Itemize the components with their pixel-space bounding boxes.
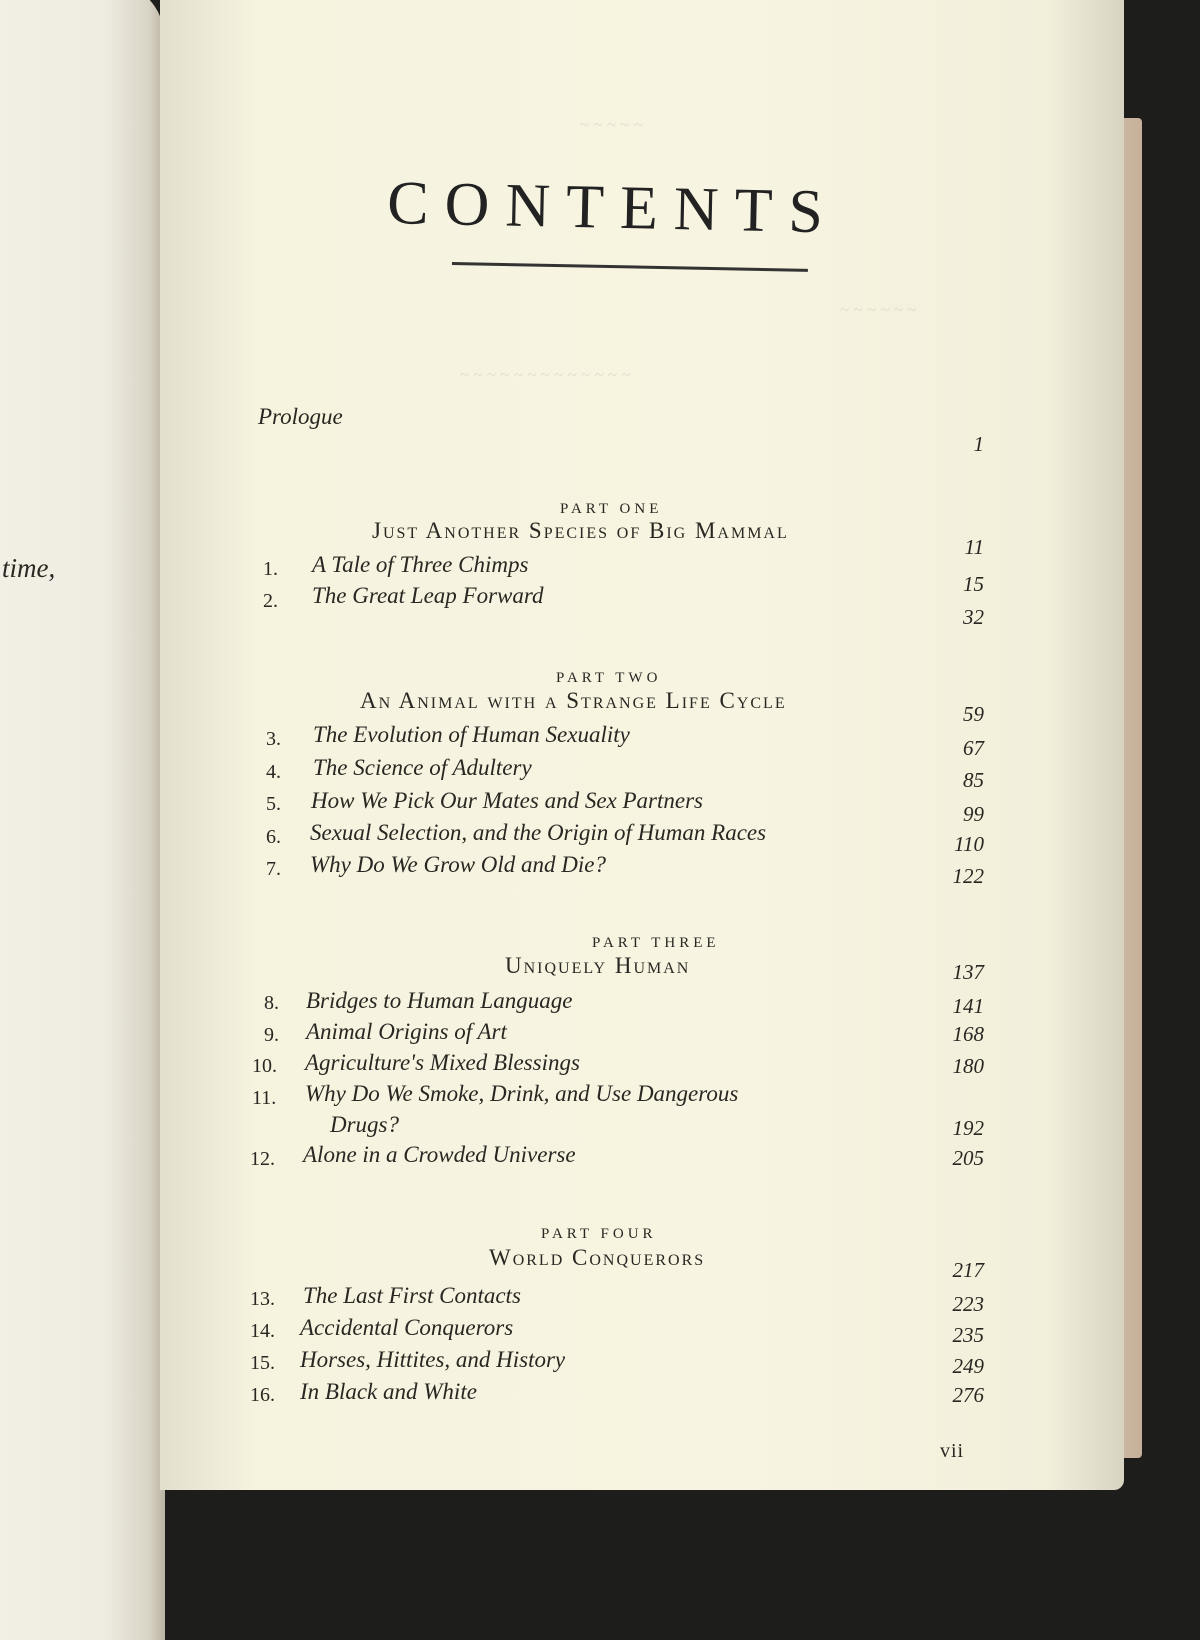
chapter-11-number: 11. xyxy=(252,1087,277,1109)
chapter-11-page: 192 xyxy=(952,1116,984,1140)
chapter-1-page: 15 xyxy=(963,572,984,596)
chapter-2-number: 2. xyxy=(263,590,278,612)
chapter-9-page: 168 xyxy=(952,1022,984,1046)
chapter-11-title[interactable]: Why Do We Smoke, Drink, and Use Dangerous xyxy=(305,1081,739,1106)
chapter-6-page: 110 xyxy=(954,832,984,856)
part-one-title[interactable]: Just Another Species of Big Mammal xyxy=(372,518,789,543)
chapter-7-page: 122 xyxy=(952,864,984,888)
chapter-16-page: 276 xyxy=(952,1383,984,1407)
chapter-12-page: 205 xyxy=(952,1146,984,1170)
chapter-11-title-continued[interactable]: Drugs? xyxy=(330,1112,400,1137)
part-two-label: PART TWO xyxy=(556,670,662,686)
chapter-15-title[interactable]: Horses, Hittites, and History xyxy=(300,1347,566,1372)
chapter-12-title[interactable]: Alone in a Crowded Universe xyxy=(303,1142,576,1167)
chapter-12-number: 12. xyxy=(250,1148,275,1170)
part-four-label: PART FOUR xyxy=(541,1226,657,1242)
chapter-2-title[interactable]: The Great Leap Forward xyxy=(312,583,544,608)
chapter-6-number: 6. xyxy=(266,826,281,848)
prologue-page: 1 xyxy=(973,432,984,456)
chapter-14-title[interactable]: Accidental Conquerors xyxy=(300,1315,514,1340)
part-two-title[interactable]: An Animal with a Strange Life Cycle xyxy=(360,688,787,713)
chapter-14-number: 14. xyxy=(250,1320,275,1342)
show-through-text: ~ ~ ~ ~ ~ ~ xyxy=(840,300,917,319)
chapter-7-title[interactable]: Why Do We Grow Old and Die? xyxy=(310,852,606,877)
chapter-1-title[interactable]: A Tale of Three Chimps xyxy=(312,552,529,577)
chapter-13-number: 13. xyxy=(250,1288,275,1310)
chapter-10-number: 10. xyxy=(252,1055,277,1077)
chapter-9-number: 9. xyxy=(264,1024,279,1046)
chapter-8-page: 141 xyxy=(952,994,984,1018)
chapter-8-title[interactable]: Bridges to Human Language xyxy=(306,988,573,1013)
part-two-page: 59 xyxy=(963,702,984,726)
chapter-6-title[interactable]: Sexual Selection, and the Origin of Human Races xyxy=(310,820,767,845)
left-page-word: time, xyxy=(2,553,56,583)
chapter-3-number: 3. xyxy=(266,728,281,750)
part-one-page: 11 xyxy=(964,535,984,559)
chapter-1-number: 1. xyxy=(263,558,278,580)
page-title: CONTENTS xyxy=(386,168,840,247)
chapter-13-title[interactable]: The Last First Contacts xyxy=(303,1283,521,1308)
chapter-5-page: 99 xyxy=(963,802,984,826)
chapter-16-number: 16. xyxy=(250,1384,275,1406)
page-folio: vii xyxy=(940,1440,965,1462)
chapter-8-number: 8. xyxy=(264,992,279,1014)
part-three-label: PART THREE xyxy=(592,935,720,951)
chapter-13-page: 223 xyxy=(952,1292,984,1316)
chapter-5-number: 5. xyxy=(266,793,281,815)
chapter-2-page: 32 xyxy=(963,605,984,629)
part-three-title[interactable]: Uniquely Human xyxy=(505,953,691,978)
chapter-4-title[interactable]: The Science of Adultery xyxy=(313,755,532,780)
part-four-title[interactable]: World Conquerors xyxy=(489,1245,706,1270)
chapter-10-page: 180 xyxy=(952,1054,984,1078)
chapter-5-title[interactable]: How We Pick Our Mates and Sex Partners xyxy=(311,788,703,813)
part-three-page: 137 xyxy=(952,960,984,984)
chapter-10-title[interactable]: Agriculture's Mixed Blessings xyxy=(305,1050,580,1075)
show-through-text: ~ ~ ~ ~ ~ ~ ~ ~ ~ ~ ~ ~ ~ xyxy=(460,365,631,384)
chapter-9-title[interactable]: Animal Origins of Art xyxy=(306,1019,507,1044)
show-through-text: ~ ~ ~ ~ ~ xyxy=(580,115,643,134)
left-page xyxy=(0,0,165,1640)
chapter-3-title[interactable]: The Evolution of Human Sexuality xyxy=(313,722,630,747)
part-one-label: PART ONE xyxy=(560,501,663,517)
chapter-4-page: 85 xyxy=(963,768,984,792)
chapter-4-number: 4. xyxy=(266,761,281,783)
prologue-label[interactable]: Prologue xyxy=(258,404,343,429)
chapter-3-page: 67 xyxy=(963,736,984,760)
chapter-7-number: 7. xyxy=(266,858,281,880)
chapter-15-number: 15. xyxy=(250,1352,275,1374)
part-four-page: 217 xyxy=(952,1258,984,1282)
chapter-15-page: 249 xyxy=(952,1354,984,1378)
chapter-16-title[interactable]: In Black and White xyxy=(300,1379,477,1404)
chapter-14-page: 235 xyxy=(952,1323,984,1347)
